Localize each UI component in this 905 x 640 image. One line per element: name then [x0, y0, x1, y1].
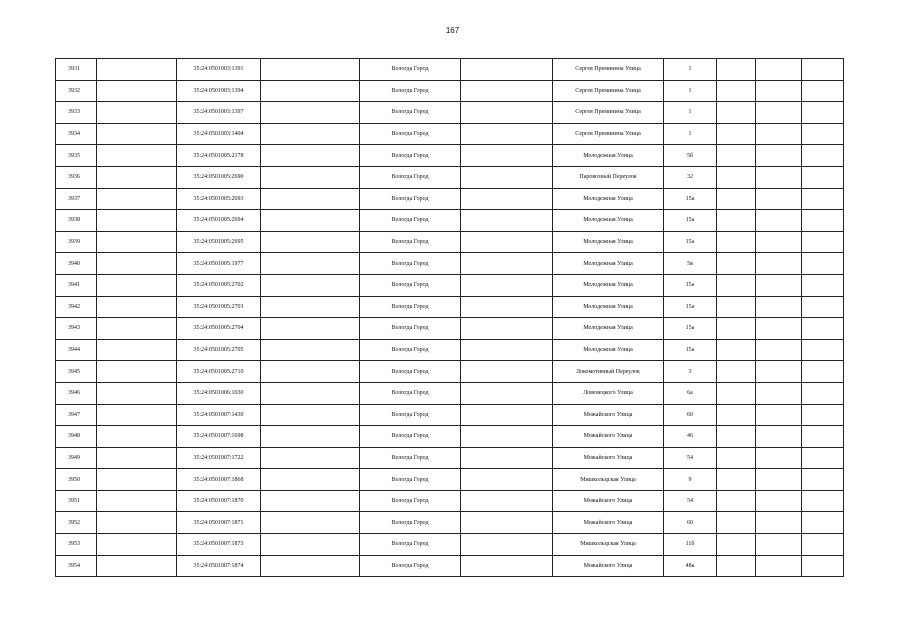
blank-cell [97, 274, 177, 296]
house-number-cell: 54 [664, 447, 717, 469]
street-cell: Сергея Преминина Улица [553, 59, 664, 81]
settlement-cell: Вологда Город [360, 188, 461, 210]
blank-cell [802, 404, 844, 426]
cadastral-number-cell: 35:24:0501007:1698 [177, 426, 261, 448]
house-number-cell: 1 [664, 123, 717, 145]
settlement-cell: Вологда Город [360, 123, 461, 145]
settlement-cell: Вологда Город [360, 145, 461, 167]
street-cell: Сергея Преминина Улица [553, 80, 664, 102]
blank-cell [717, 339, 756, 361]
blank-cell [756, 555, 802, 577]
street-cell: Молодежная Улица [553, 210, 664, 232]
house-number-cell: 9 [664, 469, 717, 491]
house-number-cell: 11б [664, 534, 717, 556]
street-cell: Можайского Улица [553, 490, 664, 512]
settlement-cell: Вологда Город [360, 447, 461, 469]
cadastral-number-cell: 35:24:0501007:1722 [177, 447, 261, 469]
row-number-cell: 3948 [56, 426, 97, 448]
blank-cell [802, 447, 844, 469]
row-number-cell: 3942 [56, 296, 97, 318]
blank-cell [461, 123, 553, 145]
blank-cell [461, 318, 553, 340]
blank-cell [802, 166, 844, 188]
street-cell: Молодежная Улица [553, 253, 664, 275]
blank-cell [461, 447, 553, 469]
table-row [56, 80, 844, 102]
house-number-cell: 3 [664, 361, 717, 383]
street-cell: Можайского Улица [553, 447, 664, 469]
blank-cell [461, 166, 553, 188]
blank-cell [717, 102, 756, 124]
table-row [56, 253, 844, 275]
house-number-cell: 6а [664, 382, 717, 404]
blank-cell [717, 188, 756, 210]
blank-cell [97, 555, 177, 577]
blank-cell [261, 253, 360, 275]
blank-cell [756, 490, 802, 512]
row-number-cell: 3937 [56, 188, 97, 210]
settlement-cell: Вологда Город [360, 361, 461, 383]
blank-cell [802, 426, 844, 448]
blank-cell [461, 274, 553, 296]
table-row [56, 382, 844, 404]
cadastral-number-cell: 35:24:0501007:1430 [177, 404, 261, 426]
table-row [56, 555, 844, 577]
blank-cell [802, 339, 844, 361]
house-number-cell: 15а [664, 188, 717, 210]
blank-cell [717, 512, 756, 534]
blank-cell [261, 102, 360, 124]
settlement-cell: Вологда Город [360, 59, 461, 81]
blank-cell [717, 296, 756, 318]
cadastral-number-cell: 35:24:0501007:1868 [177, 469, 261, 491]
table-row [56, 490, 844, 512]
blank-cell [802, 274, 844, 296]
blank-cell [717, 80, 756, 102]
blank-cell [261, 490, 360, 512]
house-number-cell: 15а [664, 339, 717, 361]
blank-cell [97, 469, 177, 491]
table-row [56, 534, 844, 556]
blank-cell [802, 59, 844, 81]
blank-cell [802, 145, 844, 167]
blank-cell [717, 123, 756, 145]
blank-cell [97, 512, 177, 534]
blank-cell [461, 59, 553, 81]
table-row [56, 426, 844, 448]
blank-cell [717, 534, 756, 556]
cadastral-number-cell: 35:24:0501005:2694 [177, 210, 261, 232]
settlement-cell: Вологда Город [360, 166, 461, 188]
blank-cell [756, 512, 802, 534]
table-row [56, 123, 844, 145]
blank-cell [97, 210, 177, 232]
table-row [56, 59, 844, 81]
blank-cell [717, 490, 756, 512]
cadastral-number-cell: 35:24:0501005:2702 [177, 274, 261, 296]
blank-cell [802, 512, 844, 534]
blank-cell [461, 253, 553, 275]
blank-cell [717, 253, 756, 275]
blank-cell [717, 231, 756, 253]
blank-cell [756, 404, 802, 426]
blank-cell [97, 253, 177, 275]
blank-cell [717, 382, 756, 404]
street-cell: Молодежная Улица [553, 339, 664, 361]
settlement-cell: Вологда Город [360, 102, 461, 124]
blank-cell [756, 534, 802, 556]
blank-cell [717, 318, 756, 340]
table-row [56, 166, 844, 188]
table-row [56, 469, 844, 491]
street-cell: Можайского Улица [553, 404, 664, 426]
row-number-cell: 3936 [56, 166, 97, 188]
blank-cell [756, 318, 802, 340]
blank-cell [717, 361, 756, 383]
house-number-cell: 15а [664, 274, 717, 296]
blank-cell [97, 59, 177, 81]
settlement-cell: Вологда Город [360, 426, 461, 448]
blank-cell [97, 296, 177, 318]
blank-cell [261, 231, 360, 253]
blank-cell [261, 123, 360, 145]
blank-cell [717, 469, 756, 491]
blank-cell [97, 339, 177, 361]
blank-cell [461, 80, 553, 102]
row-number-cell: 3952 [56, 512, 97, 534]
street-cell: Ловенецкого Улица [553, 382, 664, 404]
blank-cell [461, 296, 553, 318]
house-number-cell: 48а [664, 555, 717, 577]
blank-cell [261, 426, 360, 448]
blank-cell [756, 447, 802, 469]
row-number-cell: 3950 [56, 469, 97, 491]
cadastral-number-cell: 35:24:0501005:2690 [177, 166, 261, 188]
blank-cell [756, 80, 802, 102]
blank-cell [756, 296, 802, 318]
table-row [56, 102, 844, 124]
street-cell: Локомотивный Переулок [553, 361, 664, 383]
blank-cell [97, 166, 177, 188]
blank-cell [461, 382, 553, 404]
blank-cell [461, 534, 553, 556]
blank-cell [802, 231, 844, 253]
blank-cell [802, 296, 844, 318]
cadastral-number-cell: 35:24:0501005:2705 [177, 339, 261, 361]
blank-cell [756, 123, 802, 145]
page-number: 167 [445, 26, 460, 35]
blank-cell [261, 188, 360, 210]
blank-cell [261, 59, 360, 81]
house-number-cell: 5в [664, 253, 717, 275]
blank-cell [97, 382, 177, 404]
blank-cell [756, 59, 802, 81]
row-number-cell: 3932 [56, 80, 97, 102]
street-cell: Молодежная Улица [553, 296, 664, 318]
row-number-cell: 3941 [56, 274, 97, 296]
row-number-cell: 3944 [56, 339, 97, 361]
cadastral-number-cell: 35:24:0501007:1874 [177, 555, 261, 577]
table-row [56, 404, 844, 426]
blank-cell [756, 145, 802, 167]
cadastral-number-cell: 35:24:0501003:1404 [177, 123, 261, 145]
blank-cell [97, 318, 177, 340]
blank-cell [802, 188, 844, 210]
settlement-cell: Вологда Город [360, 296, 461, 318]
street-cell: Можайского Улица [553, 512, 664, 534]
blank-cell [802, 534, 844, 556]
row-number-cell: 3943 [56, 318, 97, 340]
blank-cell [97, 231, 177, 253]
blank-cell [756, 188, 802, 210]
cadastral-number-cell: 35:24:0501003:1394 [177, 80, 261, 102]
blank-cell [717, 166, 756, 188]
settlement-cell: Вологда Город [360, 231, 461, 253]
blank-cell [717, 426, 756, 448]
table-row [56, 145, 844, 167]
blank-cell [461, 469, 553, 491]
row-number-cell: 3934 [56, 123, 97, 145]
registry-table-body [56, 59, 844, 577]
blank-cell [261, 534, 360, 556]
street-cell: Молодежная Улица [553, 188, 664, 210]
blank-cell [97, 80, 177, 102]
table-row [56, 339, 844, 361]
blank-cell [802, 361, 844, 383]
blank-cell [802, 80, 844, 102]
street-cell: Молодежная Улица [553, 145, 664, 167]
blank-cell [261, 145, 360, 167]
cadastral-number-cell: 35:24:0501003:1397 [177, 102, 261, 124]
cadastral-number-cell: 35:24:0501003:1391 [177, 59, 261, 81]
settlement-cell: Вологда Город [360, 80, 461, 102]
blank-cell [717, 274, 756, 296]
blank-cell [97, 102, 177, 124]
blank-cell [461, 361, 553, 383]
blank-cell [756, 166, 802, 188]
table-row [56, 318, 844, 340]
settlement-cell: Вологда Город [360, 469, 461, 491]
street-cell: Можайского Улица [553, 555, 664, 577]
blank-cell [461, 188, 553, 210]
house-number-cell: 60 [664, 512, 717, 534]
cadastral-number-cell: 35:24:0501006:1030 [177, 382, 261, 404]
table-row [56, 231, 844, 253]
blank-cell [261, 296, 360, 318]
blank-cell [756, 231, 802, 253]
row-number-cell: 3931 [56, 59, 97, 81]
blank-cell [802, 210, 844, 232]
blank-cell [97, 490, 177, 512]
cadastral-number-cell: 35:24:0501005:1977 [177, 253, 261, 275]
street-cell: Паровозный Переулок [553, 166, 664, 188]
blank-cell [97, 145, 177, 167]
house-number-cell: 15а [664, 231, 717, 253]
settlement-cell: Вологда Город [360, 555, 461, 577]
blank-cell [261, 339, 360, 361]
blank-cell [261, 469, 360, 491]
cadastral-number-cell: 35:24:0501005:2695 [177, 231, 261, 253]
house-number-cell: 5б [664, 145, 717, 167]
house-number-cell: 1 [664, 80, 717, 102]
blank-cell [461, 145, 553, 167]
blank-cell [756, 210, 802, 232]
blank-cell [802, 253, 844, 275]
blank-cell [717, 555, 756, 577]
blank-cell [756, 361, 802, 383]
settlement-cell: Вологда Город [360, 253, 461, 275]
settlement-cell: Вологда Город [360, 274, 461, 296]
table-row [56, 188, 844, 210]
blank-cell [97, 534, 177, 556]
blank-cell [461, 490, 553, 512]
row-number-cell: 3939 [56, 231, 97, 253]
row-number-cell: 3951 [56, 490, 97, 512]
blank-cell [261, 274, 360, 296]
blank-cell [261, 210, 360, 232]
row-number-cell: 3954 [56, 555, 97, 577]
row-number-cell: 3945 [56, 361, 97, 383]
table-row [56, 512, 844, 534]
street-cell: Сергея Преминина Улица [553, 102, 664, 124]
blank-cell [802, 555, 844, 577]
blank-cell [461, 512, 553, 534]
house-number-cell: 60 [664, 404, 717, 426]
blank-cell [756, 469, 802, 491]
blank-cell [756, 102, 802, 124]
blank-cell [461, 102, 553, 124]
settlement-cell: Вологда Город [360, 512, 461, 534]
settlement-cell: Вологда Город [360, 339, 461, 361]
settlement-cell: Вологда Город [360, 318, 461, 340]
cadastral-number-cell: 35:24:0501007:1873 [177, 534, 261, 556]
blank-cell [756, 382, 802, 404]
street-cell: Можайского Улица [553, 426, 664, 448]
house-number-cell: 46 [664, 426, 717, 448]
blank-cell [261, 404, 360, 426]
blank-cell [461, 210, 553, 232]
blank-cell [756, 426, 802, 448]
blank-cell [97, 447, 177, 469]
blank-cell [756, 339, 802, 361]
street-cell: Сергея Преминина Улица [553, 123, 664, 145]
blank-cell [461, 426, 553, 448]
blank-cell [802, 469, 844, 491]
blank-cell [97, 123, 177, 145]
blank-cell [461, 339, 553, 361]
house-number-cell: 1 [664, 59, 717, 81]
street-cell: Мишкольцская Улица [553, 469, 664, 491]
cadastral-number-cell: 35:24:0501005:2703 [177, 296, 261, 318]
blank-cell [261, 382, 360, 404]
blank-cell [756, 274, 802, 296]
settlement-cell: Вологда Город [360, 404, 461, 426]
blank-cell [802, 102, 844, 124]
house-number-cell: 15а [664, 296, 717, 318]
blank-cell [756, 253, 802, 275]
row-number-cell: 3949 [56, 447, 97, 469]
table-row [56, 447, 844, 469]
house-number-cell: 54 [664, 490, 717, 512]
row-number-cell: 3953 [56, 534, 97, 556]
row-number-cell: 3938 [56, 210, 97, 232]
cadastral-number-cell: 35:24:0501005:2178 [177, 145, 261, 167]
cadastral-number-cell: 35:24:0501007:1871 [177, 512, 261, 534]
blank-cell [802, 123, 844, 145]
blank-cell [802, 490, 844, 512]
row-number-cell: 3935 [56, 145, 97, 167]
blank-cell [802, 318, 844, 340]
blank-cell [261, 512, 360, 534]
row-number-cell: 3947 [56, 404, 97, 426]
blank-cell [461, 555, 553, 577]
blank-cell [717, 145, 756, 167]
blank-cell [717, 210, 756, 232]
blank-cell [717, 404, 756, 426]
table-row [56, 296, 844, 318]
house-number-cell: 15а [664, 318, 717, 340]
blank-cell [717, 447, 756, 469]
settlement-cell: Вологда Город [360, 534, 461, 556]
settlement-cell: Вологда Город [360, 490, 461, 512]
street-cell: Молодежная Улица [553, 318, 664, 340]
cadastral-number-cell: 35:24:0501005:2704 [177, 318, 261, 340]
blank-cell [97, 361, 177, 383]
blank-cell [717, 59, 756, 81]
cadastral-number-cell: 35:24:0501007:1870 [177, 490, 261, 512]
blank-cell [802, 382, 844, 404]
table-row [56, 274, 844, 296]
settlement-cell: Вологда Город [360, 382, 461, 404]
blank-cell [261, 80, 360, 102]
cadastral-number-cell: 35:24:0501005:2693 [177, 188, 261, 210]
house-number-cell: 32 [664, 166, 717, 188]
settlement-cell: Вологда Город [360, 210, 461, 232]
blank-cell [97, 426, 177, 448]
blank-cell [97, 404, 177, 426]
blank-cell [461, 231, 553, 253]
house-number-cell: 1 [664, 102, 717, 124]
blank-cell [261, 318, 360, 340]
blank-cell [261, 166, 360, 188]
house-number-cell: 15а [664, 210, 717, 232]
blank-cell [261, 447, 360, 469]
street-cell: Молодежная Улица [553, 231, 664, 253]
cadastral-number-cell: 35:24:0501005:2710 [177, 361, 261, 383]
row-number-cell: 3940 [56, 253, 97, 275]
row-number-cell: 3933 [56, 102, 97, 124]
row-number-cell: 3946 [56, 382, 97, 404]
blank-cell [261, 555, 360, 577]
street-cell: Мишкольцская Улица [553, 534, 664, 556]
street-cell: Молодежная Улица [553, 274, 664, 296]
table-row [56, 210, 844, 232]
blank-cell [97, 188, 177, 210]
table-row [56, 361, 844, 383]
blank-cell [461, 404, 553, 426]
registry-table [55, 58, 844, 577]
blank-cell [261, 361, 360, 383]
